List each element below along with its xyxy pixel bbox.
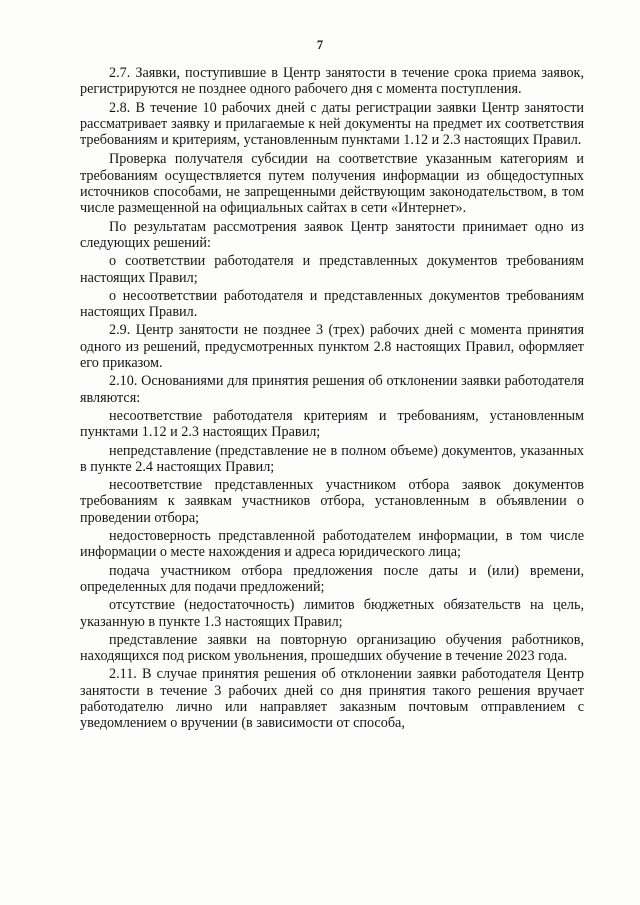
paragraph-decisions-intro: По результатам рассмотрения заявок Центр занятости принимает одно из следующих решений:: [80, 218, 584, 251]
paragraph-2-11: 2.11. В случае принятия решения об отклонении заявки работодателя Центр занятости в течение 3 рабочих дней со дня принятия такого решения вручает работодателю лично или направляет заказным почтовым отправлением с уведомлением о вручении (в зависимости от способа,: [80, 666, 584, 732]
document-body: [80, 65, 584, 732]
page-number: 7: [316, 38, 324, 52]
paragraph-reason-inaccuracy: недостоверность представленной работодателем информации, в том числе информации о месте нахождения и адреса юридического лица;: [80, 528, 584, 561]
paragraph-2-9: 2.9. Центр занятости не позднее 3 (трех) рабочих дней с момента принятия одного из решений, предусмотренных пунктом 2.8 настоящих Правил, оформляет его приказом.: [80, 322, 584, 372]
paragraph-reason-incomplete: непредставление (представление не в полном объеме) документов, указанных в пункте 2.4 настоящих Правил;: [80, 442, 584, 475]
paragraph-decision-compliance: о соответствии работодателя и представленных документов требованиям настоящих Правил;: [80, 253, 584, 286]
paragraph-reason-late: подача участником отбора предложения после даты и (или) времени, определенных для подачи предложений;: [80, 562, 584, 595]
paragraph-reason-requirements: несоответствие представленных участником отбора заявок документов требованиям к заявкам участников отбора, установленным в объявлении о проведении отбора;: [80, 477, 584, 526]
paragraph-2-7: 2.7. Заявки, поступившие в Центр занятости в течение срока приема заявок, регистрируются не позднее одного рабочего дня с момента поступления.: [80, 65, 584, 98]
paragraph-verification: Проверка получателя субсидии на соответствие указанным категориям и требованиям осуществляется путем получения информации из общедоступных источников способами, не запрещенными действующим законодательством, в том числе размещенной на официальных сайтах в сети «Интернет».: [80, 151, 584, 217]
paragraph-reason-repeat: представление заявки на повторную организацию обучения работников, находящихся под риском увольнения, прошедших обучение в течение 2023 года.: [80, 631, 584, 665]
paragraph-reason-limits: отсутствие (недостаточность) лимитов бюджетных обязательств на цель, указанную в пункте 1.3 настоящих Правил;: [80, 597, 584, 630]
paragraph-reason-criteria: несоответствие работодателя критериям и требованиям, установленным пунктами 1.12 и 2.3 настоящих Правил;: [80, 407, 584, 441]
paragraph-decision-noncompliance: о несоответствии работодателя и представленных документов требованиям настоящих Правил.: [80, 287, 584, 321]
paragraph-2-10: 2.10. Основаниями для принятия решения об отклонении заявки работодателя являются:: [80, 373, 584, 406]
paragraph-2-8: 2.8. В течение 10 рабочих дней с даты регистрации заявки Центр занятости рассматривает заявку и прилагаемые к ней документы на предмет их соответствия требованиям и критериям, установленным пунктами 1.12 и 2.3 настоящих Правил.: [80, 99, 584, 149]
